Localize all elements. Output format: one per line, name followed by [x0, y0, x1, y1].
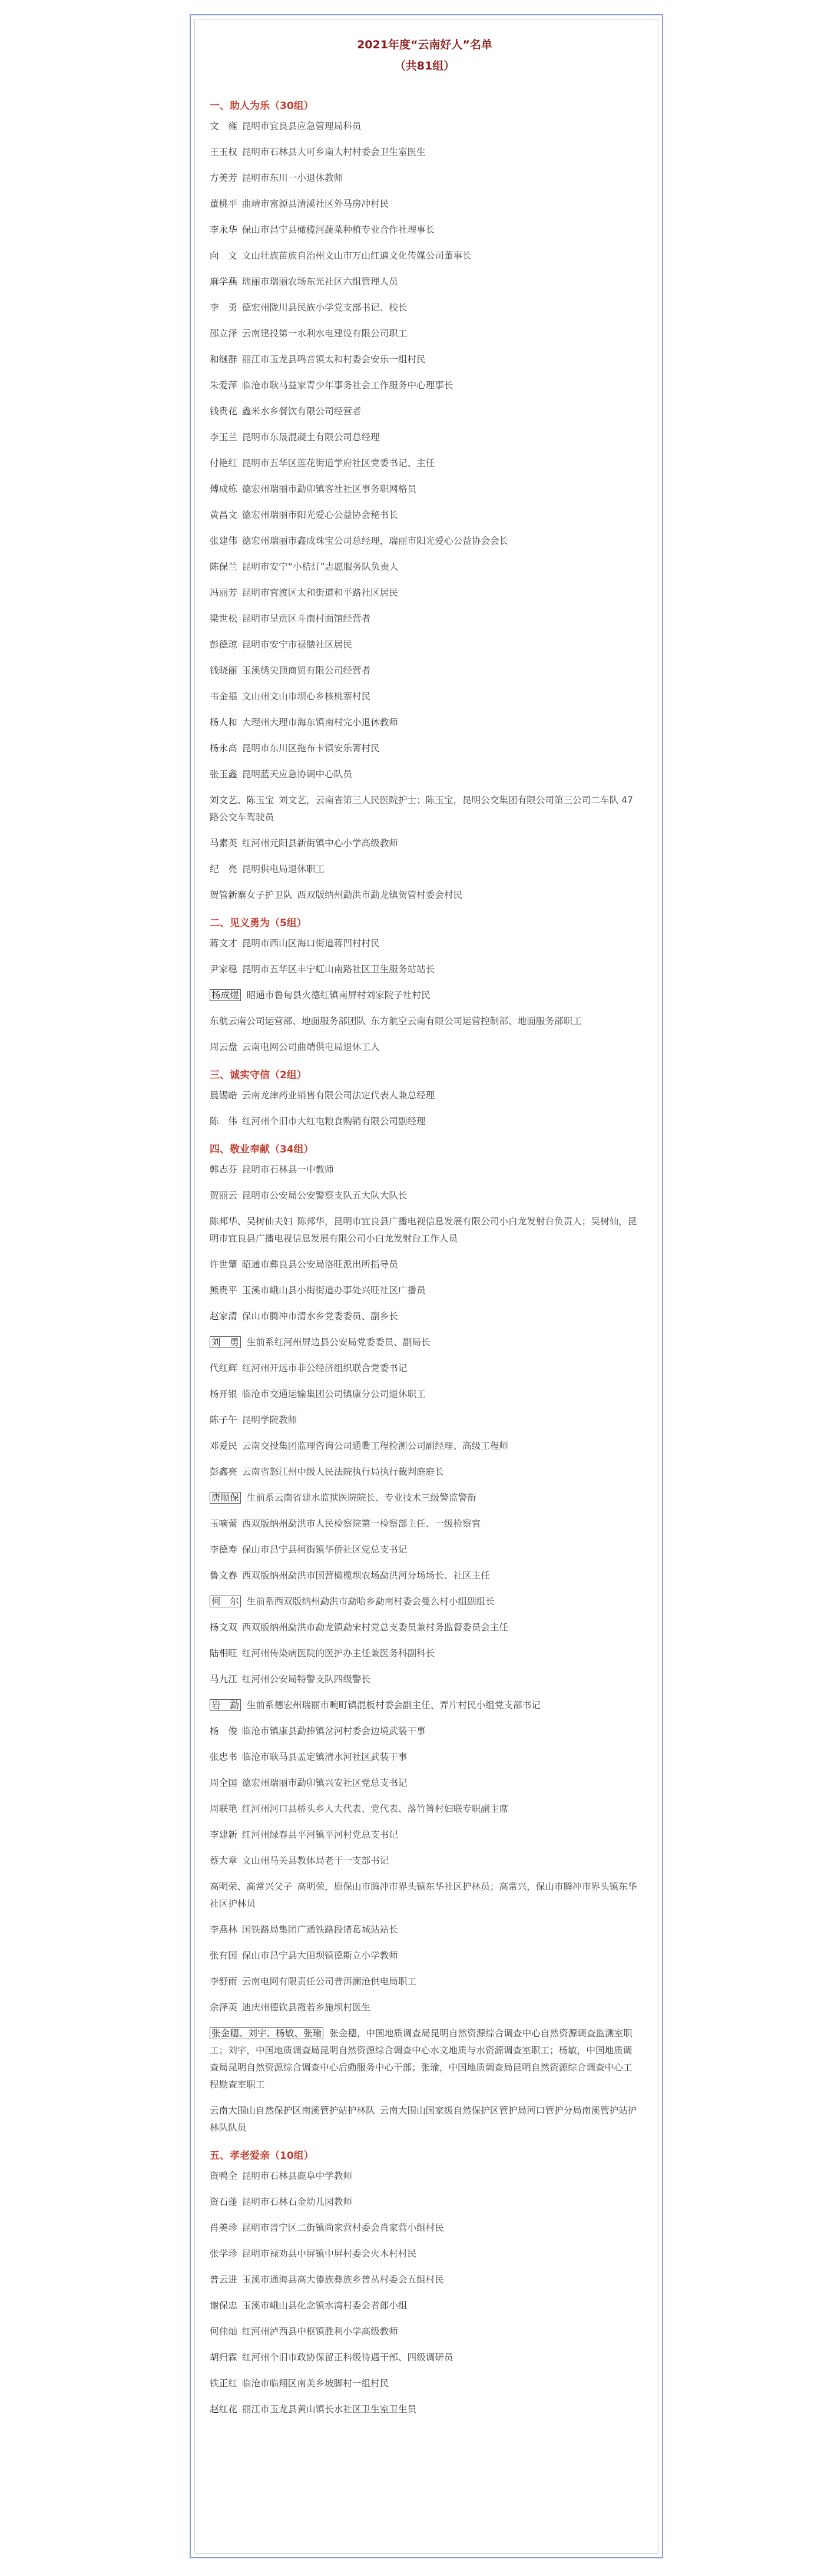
- honoree-description: 红河州泸西县中枢镇胜利小学高级教师: [241, 2326, 398, 2337]
- honoree-description: 文山州文山市坝心乡核桃寨村民: [241, 691, 371, 702]
- honoree-name: 尹家稳: [210, 964, 237, 975]
- honoree-name: 资石蓬: [210, 2197, 237, 2207]
- honoree-name: 何伟灿: [210, 2326, 237, 2337]
- list-item: [210, 1541, 640, 1558]
- honoree-name: 彭德琼: [210, 639, 237, 650]
- list-item: [210, 1827, 640, 1844]
- honoree-description: 云南龙津药业销售有限公司法定代表人兼总经理: [241, 1090, 435, 1101]
- section-title: 四、敬业奉献（34组）: [210, 1144, 314, 1155]
- section-5: [210, 2145, 640, 2418]
- honoree-name: 贺管新寨女子护卫队: [210, 890, 293, 900]
- list-item: [210, 610, 640, 628]
- list-item: [210, 1256, 640, 1273]
- list-item: [210, 1947, 640, 1964]
- honoree-description: 昆明市东川一小退休教师: [241, 173, 343, 183]
- document-subtitle: （共81组）: [394, 60, 455, 72]
- list-item: [210, 1334, 640, 1351]
- list-item: [210, 1438, 640, 1455]
- honoree-name: 胡归霖: [210, 2352, 237, 2363]
- honoree-name: 普云进: [210, 2274, 237, 2285]
- honoree-description: 刘文艺，云南省第三人民医院护士；陈玉宝，昆明公交集团有限公司第三公司二车队 47 路公交车驾驶员: [210, 795, 633, 823]
- list-item: [210, 118, 640, 135]
- honoree-description: 临沧市耿马县孟定镇清水河社区武装干事: [241, 1752, 408, 1762]
- honoree-name: 付艳红: [210, 458, 237, 468]
- honoree-description: 红河州开远市非公经济组织联合党委书记: [241, 1363, 408, 1373]
- honoree-description: 玉溪市峨山县化念镇水湾村委会者郎小组: [241, 2300, 408, 2311]
- honoree-name: 李 勇: [210, 302, 237, 313]
- list-item: [210, 455, 640, 472]
- honoree-description: 东方航空云南有限公司运营控制部、地面服务部职工: [370, 1016, 582, 1026]
- honoree-description: 临沧市镇康县勐捧镇岔河村委会边境武装干事: [241, 1726, 426, 1736]
- honoree-description: 昆明市五华区丰宁虹山南路社区卫生服务站站长: [241, 964, 435, 975]
- honoree-description: 昆明市宜良县应急管理局科员: [241, 121, 362, 131]
- honoree-name: 马素英: [210, 838, 237, 848]
- honoree-name: 赵红花: [210, 2404, 237, 2415]
- honoree-name: 张建伟: [210, 536, 237, 546]
- honoree-name: 贺丽云: [210, 1190, 237, 1201]
- honoree-description: 张金穗，中国地质调查局昆明自然资源综合调查中心自然资源调查监测室职工；刘宇，中国地质调查局昆明自然资源综合调查中心水文地质与水资源调查室职工；杨敏，中国地质调查局昆明自然资源综合调查中心后勤服务中心干部；张瑜，中国地质调查局昆明自然资源综合调查中心工程勘查室职工: [210, 2028, 633, 2090]
- honoree-description: 临沧市耿马益家青少年事务社会工作服务中心理事长: [241, 380, 453, 391]
- list-item: [210, 2323, 640, 2340]
- list-item: [210, 222, 640, 239]
- honoree-name-memorial: 张金穗、刘宇、杨敏、张瑜: [210, 2027, 323, 2039]
- honoree-description: 昆明市安宁“小桔灯”志愿服务队负责人: [241, 562, 399, 572]
- list-item: [210, 533, 640, 550]
- section-3: [210, 1065, 640, 1130]
- list-item: [210, 1282, 640, 1299]
- list-item: [210, 636, 640, 653]
- honoree-name: 李玉兰: [210, 432, 237, 442]
- honoree-description: 昆明市东晟混凝土有限公司总经理: [241, 432, 380, 442]
- honoree-name: 黄昌文: [210, 510, 237, 520]
- honoree-name: 周联艳: [210, 1804, 237, 1814]
- list-item: [210, 1593, 640, 1610]
- list-item: [210, 1999, 640, 2016]
- section-4: [210, 1139, 640, 2136]
- list-item: [210, 2297, 640, 2314]
- honoree-name: 杨永高: [210, 743, 237, 754]
- section-title: 二、见义勇为（5组）: [210, 917, 307, 929]
- list-item: [210, 714, 640, 731]
- list-item: [210, 584, 640, 602]
- honoree-name: 杨 俊: [210, 1726, 237, 1736]
- honoree-description: 云南电网有限责任公司普洱澜沧供电局职工: [241, 1976, 417, 1987]
- honoree-description: 德宏州陇川县民族小学党支部书记、校长: [241, 302, 408, 313]
- honoree-name: 陈 伟: [210, 1116, 237, 1127]
- honoree-description: 红河州个旧市大红屯粮食购销有限公司副经理: [241, 1116, 426, 1127]
- honoree-description: 昆明市石林石金幼儿园教师: [241, 2197, 352, 2207]
- list-item: [210, 1749, 640, 1766]
- list-item: [210, 861, 640, 878]
- honoree-name: 杨人和: [210, 717, 237, 728]
- honoree-name: 冯丽芳: [210, 587, 237, 598]
- honoree-description: 大理州大理市海东镇南村完小退休教师: [241, 717, 398, 728]
- honoree-name: 董桃平: [210, 199, 237, 209]
- honoree-name: 铁正红: [210, 2378, 237, 2389]
- list-item: [210, 481, 640, 498]
- honoree-name: 邵立泽: [210, 328, 237, 339]
- honoree-name: 蒋文才: [210, 938, 237, 949]
- honoree-name: 张学珍: [210, 2248, 237, 2259]
- list-item: [210, 766, 640, 783]
- list-item: [210, 1039, 640, 1056]
- list-item: [210, 1308, 640, 1325]
- honoree-description: 德宏州瑞丽市鑫成珠宝公司总经理，瑞丽市阳光爱心公益协会会长: [241, 536, 509, 546]
- list-item: [210, 403, 640, 420]
- honoree-name: 东航云南公司运营部、地面服务部团队: [210, 1016, 366, 1026]
- honoree-name: 肖美珍: [210, 2222, 237, 2233]
- list-item: [210, 1619, 640, 1636]
- honoree-name: 李永华: [210, 224, 237, 235]
- honoree-description: 云南建投第一水利水电建设有限公司职工: [241, 328, 408, 339]
- list-item: [210, 2168, 640, 2185]
- list-item: [210, 377, 640, 394]
- list-item: [210, 887, 640, 904]
- honoree-name: 资鸭全: [210, 2171, 237, 2181]
- honoree-name-memorial: 岩 勐: [210, 1699, 241, 1711]
- honoree-description: 丽江市玉龙县黄山镇长水社区卫生室卫生员: [241, 2404, 417, 2415]
- honoree-description: 云南交投集团监理咨询公司通衢工程检测公司副经理、高级工程师: [241, 1441, 509, 1451]
- list-item: [210, 507, 640, 524]
- honoree-name: 赵家清: [210, 1311, 237, 1322]
- list-item: [210, 1878, 640, 1913]
- honoree-name: 周云盘: [210, 1042, 237, 1052]
- honoree-name: 傅成栋: [210, 484, 237, 494]
- honoree-description: 保山市腾冲市清水乡党委委员、副乡长: [241, 1311, 398, 1322]
- list-item: [210, 1973, 640, 1990]
- honoree-name: 李建新: [210, 1829, 237, 1840]
- list-item: [210, 1723, 640, 1740]
- honoree-description: 云南省怒江州中级人民法院执行局执行裁判庭庭长: [241, 1467, 444, 1477]
- list-item: [210, 559, 640, 576]
- honoree-description: 红河州个旧市政协保留正科级待遇干部、四级调研员: [241, 2352, 453, 2363]
- list-item: [210, 144, 640, 161]
- honoree-name: 晨锡皓: [210, 1090, 237, 1101]
- honoree-description: 红河州公安局特警支队四级警长: [241, 1674, 371, 1685]
- honoree-name: 梁世松: [210, 613, 237, 624]
- honoree-name: 杨文双: [210, 1622, 237, 1633]
- honoree-description: 文山壮族苗族自治州文山市万山红遍文化传媒公司董事长: [241, 250, 472, 261]
- honoree-description: 昆明市石林县大可乡南大村村委会卫生室医生: [241, 147, 426, 157]
- honoree-name: 向 文: [210, 250, 237, 261]
- list-item: [210, 2102, 640, 2136]
- section-title: 三、诚实守信（2组）: [210, 1069, 307, 1081]
- honoree-description: 玉溪市峨山县小街街道办事处兴旺社区广播员: [241, 1285, 426, 1296]
- list-item: [210, 935, 640, 952]
- honoree-name: 熊贵平: [210, 1285, 237, 1296]
- honoree-description: 鑫米水乡餐饮有限公司经营者: [241, 406, 362, 417]
- honoree-description: 临沧市交通运输集团公司镇康分公司退休职工: [241, 1389, 426, 1399]
- honoree-description: 昆明市禄劝县中屏镇中屏村委会火木村村民: [241, 2248, 417, 2259]
- list-item: [210, 1775, 640, 1792]
- honoree-description: 迪庆州德钦县霞若乡施坝村医生: [241, 2002, 371, 2013]
- list-item: [210, 2220, 640, 2237]
- honoree-name: 陈子午: [210, 1415, 237, 1425]
- list-item: [210, 835, 640, 852]
- list-item: [210, 2375, 640, 2392]
- honoree-description: 文山州马关县教体局老干一支部书记: [241, 1855, 389, 1866]
- list-item: [210, 273, 640, 290]
- honoree-description: 昆明市石林县一中教师: [241, 1164, 334, 1175]
- list-item: [210, 299, 640, 316]
- section-title: 五、孝老爱亲（10组）: [210, 2150, 314, 2162]
- honoree-description: 玉溪绣尖顶商贸有限公司经营者: [241, 665, 371, 676]
- honoree-description: 德宏州瑞丽市勐卯镇兴安社区党总支书记: [241, 1778, 408, 1788]
- honoree-description: 曲靖市富源县清溪社区外马房冲村民: [241, 199, 389, 209]
- honoree-description: 瑞丽市瑞丽农场东光社区六组管理人员: [241, 276, 398, 287]
- honoree-description: 德宏州瑞丽市阳光爱心公益协会秘书长: [241, 510, 398, 520]
- honoree-description: 红河州传染病医院的医护办主任兼医务科副科长: [241, 1648, 435, 1659]
- honoree-description: 云南大围山国家级自然保护区管护局河口管护分局南溪管护站护林队队员: [210, 2105, 637, 2133]
- list-item: [210, 1515, 640, 1533]
- honoree-name: 王玉权: [210, 147, 237, 157]
- honoree-name: 钱贵花: [210, 406, 237, 417]
- honoree-description: 红河州元阳县新街镇中心小学高级教师: [241, 838, 398, 848]
- list-item: [210, 1921, 640, 1938]
- list-item: [210, 1386, 640, 1403]
- honoree-name: 马九江: [210, 1674, 237, 1685]
- honoree-description: 昆明市呈贡区斗南村面馆经营者: [241, 613, 371, 624]
- honoree-description: 西双版纳州勐洪市勐龙镇勐宋村党总支委员兼村务监督委员会主任: [241, 1622, 509, 1633]
- honoree-description: 昆明蓝天应急协调中心队员: [241, 769, 352, 780]
- honoree-description: 生前系德宏州瑞丽市畹町镇混板村委会副主任、弄片村民小组党支部书记: [246, 1700, 541, 1710]
- list-item: [210, 1087, 640, 1104]
- honoree-description: 生前系西双版纳州勐洪市勐哈乡勐南村委会曼么村小组副组长: [246, 1596, 495, 1607]
- honoree-name: 刘文艺、陈玉宝: [210, 795, 274, 805]
- honoree-name: 彭鑫亮: [210, 1467, 237, 1477]
- honoree-name: 韩志芬: [210, 1164, 237, 1175]
- list-item: [210, 1213, 640, 1247]
- honoree-description: 昆明市公安局公安警察支队五大队大队长: [241, 1190, 408, 1201]
- honoree-description: 生前系云南省建水监狱医院院长、专业技术三级警监警衔: [246, 1492, 476, 1503]
- honoree-name: 余泽英: [210, 2002, 237, 2013]
- honoree-name: 谢保忠: [210, 2300, 237, 2311]
- honoree-name: 钱晓丽: [210, 665, 237, 676]
- honoree-description: 昆明市五华区莲花街道学府社区党委书记、主任: [241, 458, 435, 468]
- list-item: [210, 2245, 640, 2263]
- honoree-description: 保山市昌宁县大田坝镇德斯立小学教师: [241, 1950, 398, 1961]
- list-item: [210, 351, 640, 368]
- list-item: [210, 1801, 640, 1818]
- honoree-name-memorial: 杨成煜: [210, 989, 241, 1001]
- list-item: [210, 196, 640, 213]
- list-item: [210, 1013, 640, 1030]
- honoree-description: 昭通市彝良县公安局洛旺派出所指导员: [241, 1259, 398, 1270]
- list-item: [210, 1187, 640, 1204]
- honoree-description: 昆明学院教师: [241, 1415, 297, 1425]
- list-item: [210, 740, 640, 757]
- honoree-name: 邓爱民: [210, 1441, 237, 1451]
- honoree-description: 保山市昌宁县柯街镇华侨社区党总支书记: [241, 1544, 408, 1555]
- list-item: [210, 792, 640, 826]
- list-item: [210, 1697, 640, 1714]
- list-item: [210, 1412, 640, 1429]
- section-1: [210, 95, 640, 904]
- honoree-name: 蔡大章: [210, 1855, 237, 1866]
- list-item: [210, 170, 640, 187]
- honoree-description: 昆明市安宁市禄脿社区居民: [241, 639, 352, 650]
- list-item: [210, 429, 640, 446]
- honoree-description: 昆明市东川区拖布卡镇安乐箐村民: [241, 743, 380, 754]
- list-item: [210, 1852, 640, 1870]
- list-item: [210, 2025, 640, 2093]
- document-content: [210, 35, 640, 2427]
- list-item: [210, 2194, 640, 2211]
- list-item: [210, 2401, 640, 2418]
- honoree-description: 高明荣，原保山市腾冲市界头镇东华社区护林员；高常兴，保山市腾冲市界头镇东华社区护林员: [210, 1881, 637, 1909]
- honoree-name: 高明荣、高常兴父子: [210, 1881, 293, 1892]
- list-item: [210, 987, 640, 1004]
- honoree-name: 张有国: [210, 1950, 237, 1961]
- list-item: [210, 247, 640, 265]
- document-title: 2021年度“云南好人”名单: [357, 38, 492, 51]
- honoree-name-memorial: 刘 勇: [210, 1336, 241, 1348]
- honoree-description: 昆明市官渡区太和街道和平路社区居民: [241, 587, 398, 598]
- honoree-description: 昆明市晋宁区二街镇尚家营村委会肖家营小组村民: [241, 2222, 444, 2233]
- honoree-description: 昆明市石林县鹿阜中学教师: [241, 2171, 352, 2181]
- honoree-description: 昭通市鲁甸县火德红镇南屏村刘家院子社村民: [246, 990, 431, 1000]
- list-item: [210, 1360, 640, 1377]
- honoree-name: 文 雍: [210, 121, 237, 131]
- honoree-name: 韦金福: [210, 691, 237, 702]
- list-item: [210, 2349, 640, 2366]
- honoree-description: 生前系红河州屏边县公安局党委委员、副局长: [246, 1337, 431, 1348]
- honoree-description: 昆明供电局退休职工: [241, 864, 325, 874]
- honoree-name: 朱爱萍: [210, 380, 237, 391]
- honoree-description: 国铁路局集团广通铁路段诸葛城站站长: [241, 1924, 398, 1935]
- honoree-name: 云南大围山自然保护区南溪管护站护林队: [210, 2105, 375, 2116]
- list-item: [210, 325, 640, 342]
- section-title: 一、助人为乐（30组）: [210, 100, 314, 112]
- section-2: [210, 913, 640, 1056]
- honoree-name: 方美芳: [210, 173, 237, 183]
- honoree-name: 杨开银: [210, 1389, 237, 1399]
- honoree-description: 陈邦华，昆明市宜良县广播电视信息发展有限公司小白龙发射台负责人；吴树仙，昆明市宜良县广播电视信息发展有限公司小白龙发射台工作人员: [210, 1216, 637, 1244]
- honoree-name: 陆相旺: [210, 1648, 237, 1659]
- honoree-description: 丽江市玉龙县鸣音镇太和村委会安乐一组村民: [241, 354, 426, 365]
- list-item: [210, 1567, 640, 1584]
- honoree-description: 德宏州瑞丽市勐卯镇客社社区事务职网格员: [241, 484, 417, 494]
- honoree-description: 玉溪市通海县高大傣族彝族乡普丛村委会五组村民: [241, 2274, 444, 2285]
- honoree-description: 保山市昌宁县橄榄河蔬菜种植专业合作社理事长: [241, 224, 435, 235]
- honoree-description: 西双版纳州勐洪市勐龙镇贺管村委会村民: [297, 890, 463, 900]
- list-item: [210, 2271, 640, 2288]
- document-frame: [190, 14, 663, 2558]
- list-item: [210, 1161, 640, 1178]
- sections-container: [210, 95, 640, 2418]
- honoree-name: 代红辉: [210, 1363, 237, 1373]
- honoree-description: 临沧市临翔区南美乡坡脚村一组村民: [241, 2378, 389, 2389]
- honoree-description: 云南电网公司曲靖供电局退休工人: [241, 1042, 380, 1052]
- honoree-name: 鲁文春: [210, 1570, 237, 1581]
- honoree-name-memorial: 何 尔: [210, 1596, 241, 1607]
- honoree-description: 红河州绿春县平河镇平河村党总支书记: [241, 1829, 398, 1840]
- honoree-description: 西双版纳州勐洪市人民检察院第一检察部主任、一级检察官: [241, 1518, 481, 1529]
- honoree-name: 纪 亮: [210, 864, 237, 874]
- honoree-name: 张忠书: [210, 1752, 237, 1762]
- honoree-name: 李舒雨: [210, 1976, 237, 1987]
- list-item: [210, 688, 640, 705]
- list-item: [210, 1464, 640, 1481]
- honoree-name: 玉嘀蕾: [210, 1518, 237, 1529]
- honoree-description: 西双版纳州勐洪市国营橄榄坝农场勐洪河分场场长、社区主任: [241, 1570, 490, 1581]
- list-item: [210, 961, 640, 978]
- honoree-name: 许世肇: [210, 1259, 237, 1270]
- honoree-name-memorial: 唐顺保: [210, 1492, 241, 1504]
- list-item: [210, 1113, 640, 1130]
- list-item: [210, 1645, 640, 1662]
- honoree-name: 周全国: [210, 1778, 237, 1788]
- honoree-name: 陈邦华、吴树仙夫妇: [210, 1216, 293, 1227]
- honoree-description: 红河州河口县桥头乡人大代表、党代表、落竹箐村妇联专职副主席: [241, 1804, 509, 1814]
- list-item: [210, 1490, 640, 1507]
- list-item: [210, 1671, 640, 1688]
- honoree-name: 李燕林: [210, 1924, 237, 1935]
- honoree-name: 张玉鑫: [210, 769, 237, 780]
- honoree-name: 麻学燕: [210, 276, 237, 287]
- honoree-name: 李德寿: [210, 1544, 237, 1555]
- honoree-name: 和继群: [210, 354, 237, 365]
- honoree-description: 昆明市西山区海口街道蒋凹村村民: [241, 938, 380, 949]
- list-item: [210, 662, 640, 679]
- honoree-name: 陈保兰: [210, 562, 237, 572]
